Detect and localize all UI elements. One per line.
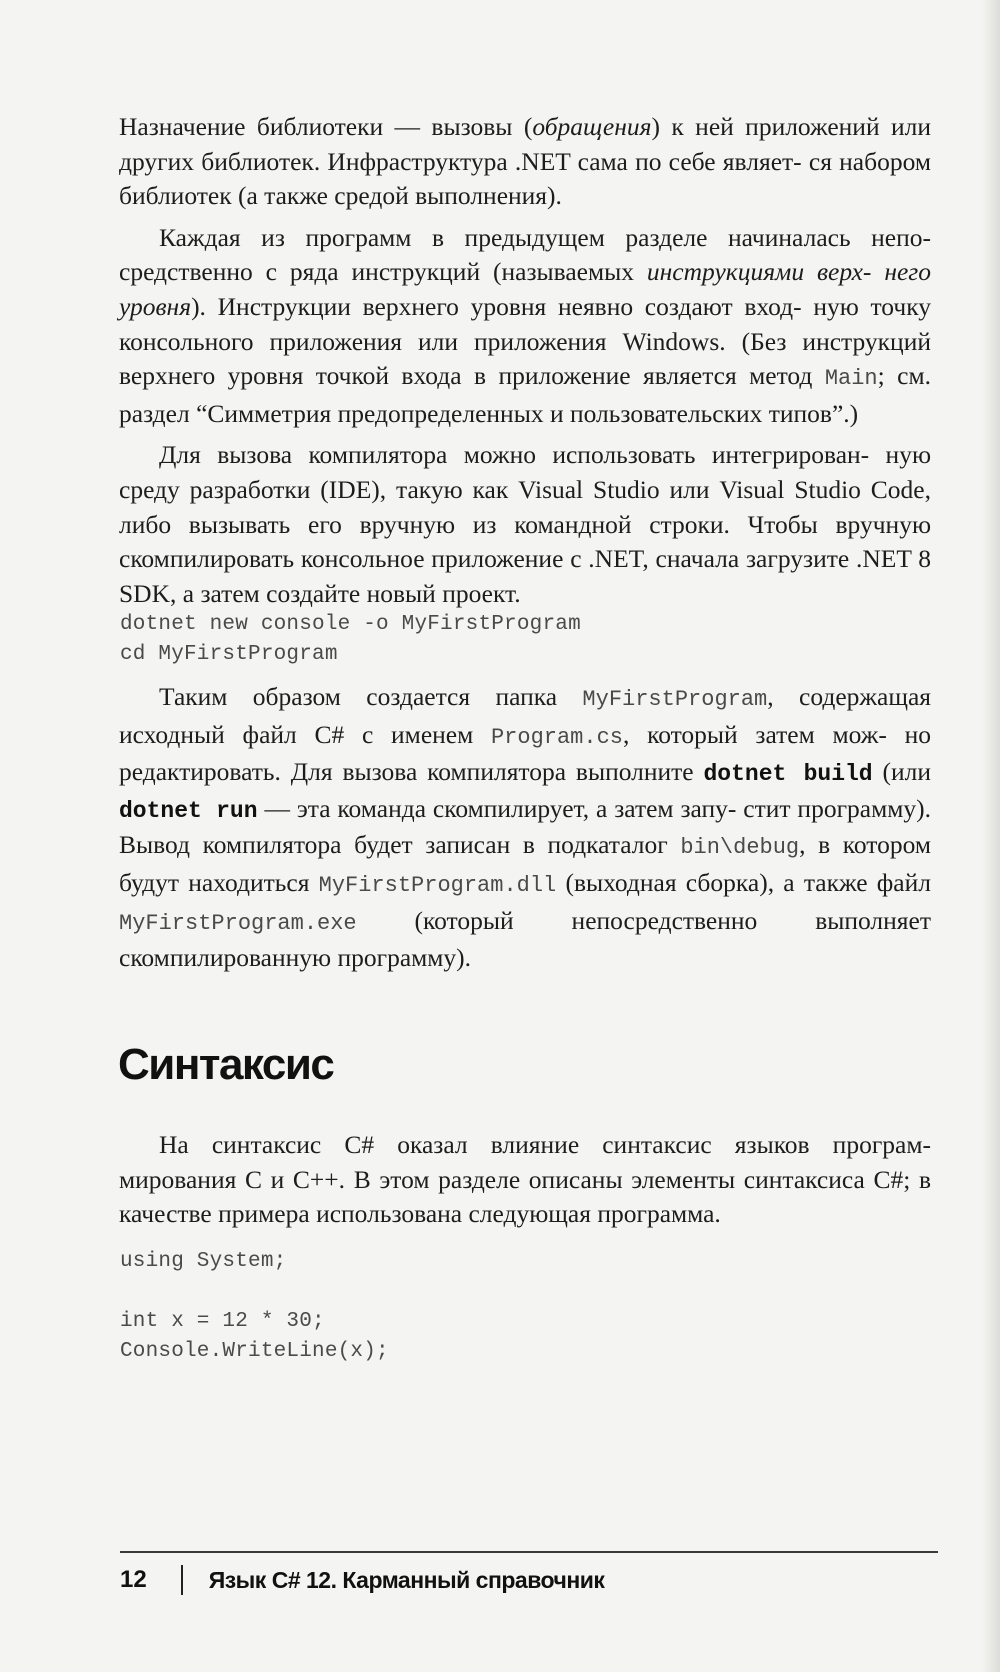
code-line: int x = 12 * 30;: [120, 1310, 325, 1333]
inline-command-dotnet-run: dotnet run: [119, 797, 258, 824]
para1-italic-term: обращения: [532, 112, 652, 141]
inline-code-program-cs: Program.cs: [490, 724, 623, 750]
code-block-sample-program: [120, 1247, 389, 1367]
inline-command-dotnet-build: dotnet build: [703, 761, 873, 788]
para4-text-5: — эта команда скомпилирует, а затем запу- стит программу). Вывод компилятора будет записан в подкаталог: [119, 793, 931, 860]
inline-code-exe: MyFirstProgram.exe: [119, 910, 357, 936]
para1-text-1: Назначение библиотеки — вызовы (: [119, 112, 533, 141]
paragraph-syntax-intro: [119, 1128, 931, 1232]
code-line: cd MyFirstProgram: [120, 643, 338, 666]
para1-text-2: ) к ней приложений или других библиотек. Инфраструктура .NET сама по себе являет- ся набором библиотек (а также средой выполнения).: [119, 112, 931, 211]
para4-text-4: (или: [872, 757, 931, 787]
code-line: using System;: [120, 1250, 287, 1273]
inline-code-dll: MyFirstProgram.dll: [318, 872, 557, 898]
para2-text-3: ; см. раздел “Симметрия предопределенных и пользовательских типов”.): [119, 361, 931, 428]
para4-text-8: (который непосредственно выполняет скомпилированную программу).: [119, 905, 931, 973]
running-title: Язык C# 12. Карманный справочник: [208, 1566, 605, 1593]
text-block-middle: [119, 680, 931, 976]
page-number: 12: [120, 1566, 147, 1593]
inline-code-bin-debug: bin\debug: [680, 835, 800, 861]
footer-divider: [120, 1551, 938, 1553]
inline-code-folder: MyFirstProgram: [582, 687, 768, 712]
para4-text-1: Таким образом создается папка: [159, 682, 583, 711]
paragraph-library-purpose: [119, 110, 931, 214]
footer-separator: [181, 1565, 183, 1595]
page-edge-shadow: [982, 0, 1000, 1672]
code-block-dotnet-new: [120, 610, 581, 670]
section-heading: Синтаксис: [118, 1040, 334, 1089]
code-line: dotnet new console -o MyFirstProgram: [120, 613, 581, 636]
para4-text-7: (выходная сборка), а также файл: [556, 867, 931, 897]
para4-text-6: , в котором будут находиться: [119, 830, 931, 897]
text-block-top: [119, 110, 931, 611]
para4-text-2: , содержащая исходный файл C# с именем: [119, 682, 932, 749]
inline-code-main: Main: [824, 366, 878, 392]
paragraph-top-level-statements: [119, 221, 931, 432]
para2-text-2: ). Инструкции верхнего уровня неявно создают вход- ную точку консольного приложения или приложения Windows. (Без инструкций верхнего уровня точкой входа в приложение является метод: [119, 291, 931, 391]
paragraph-compiler-invocation: [119, 438, 931, 611]
code-line: Console.WriteLine(x);: [120, 1340, 389, 1363]
text-block-syntax: [119, 1128, 931, 1232]
para4-text-3: , который затем мож- но редактировать. Для вызова компилятора выполните: [119, 719, 931, 787]
para2-italic-term: инструкциями верх- него уровня: [119, 257, 931, 321]
page-footer: [120, 1558, 604, 1602]
para2-text-1: Каждая из программ в предыдущем разделе начиналась непо- средственно с ряда инструкций (называемых: [119, 222, 931, 287]
para5-text: На синтаксис C# оказал влияние синтаксис языков програм- мирования C и C++. В этом разделе описаны элементы синтаксиса C#; в качестве примера использована следующая программа.: [119, 1130, 931, 1229]
paragraph-build-output: [119, 680, 931, 976]
para3-text: Для вызова компилятора можно использовать интегрирован- ную среду разработки (IDE), такую как Visual Studio или Visual Studio Code, либо вызывать его вручную из командной строки. Чтобы вручную скомпилировать консольное приложение с .NET, сначала загрузите .NET 8 SDK, а затем создайте новый проект.: [119, 440, 931, 608]
